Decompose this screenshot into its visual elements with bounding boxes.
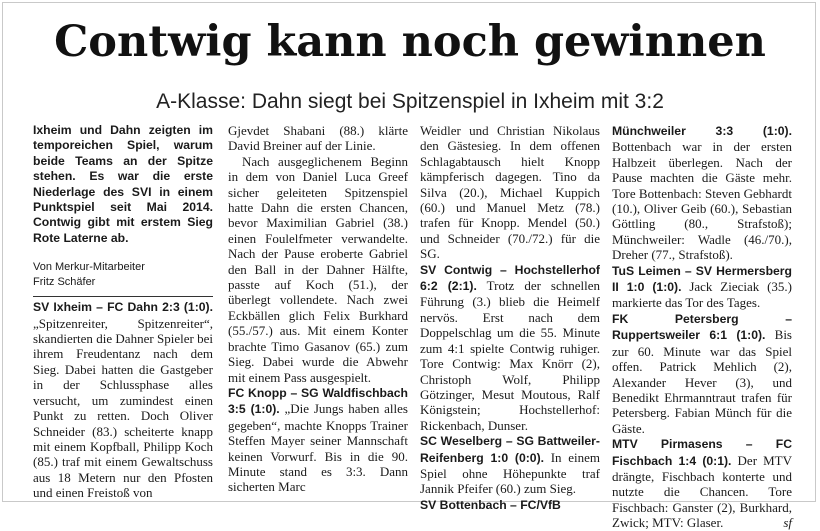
column-2 [228,123,408,495]
match-heading: SV Ixheim – FC Dahn 2:3 (1:0). [33,300,213,315]
match-text: „Spitzenreiter, Spitzenreiter“, skandierten die Dahner Spieler bei ihrem Freudentanz nach dem Sieg. Dabei hatten die Gastgeber in der Schlussphase alles versucht, um zumindest einen Punkt zu retten. Doch Oliver Schneider (83.) scheiterte knapp mit einem Kopfball, Philipp Koch (85.) traf mit einem Gewaltschuss aus 18 Metern nur den Pfosten und einen Freistoß von [33,315,213,501]
match-report-contwig-hochstellerhof [420,262,600,433]
match-heading: TuS Leimen – SV Hermersberg II 1:0 (1:0). [612,263,792,295]
match-text: Trotz der schnellen Führung (3.) blieb die Heimelf nervös. Erst nach dem Doppelschlag um die 55. Minute zum 4:1 spielte Contwig ruhiger. Tore Contwig: Max Knörr (2), Christoph Wolf, Philipp Götzinger, Mesut Moutous, Ralf Königstein; Hochstellerhof: Rickenbach, Dunser. [420,278,601,433]
match-text: Jack Zieciak (35.) markierte das Tor des Tages. [612,279,793,311]
match-heading: SC Weselberg – SG Battweiler-Reifenberg 1:0 (0:0). [420,434,600,465]
match-text: „Die Jungs haben alles gegeben“, machte Knopps Trainer Steffen Mayer seiner Mannschaft keinen Vorwurf. Bis in die 90. Minute stand es 3:3. Dann sicherten Marc [228,401,408,495]
headline: Contwig kann noch gewinnen [54,17,766,67]
match-report-bottenbach-start [420,497,600,513]
column-4 [612,123,792,531]
match-report-petersberg-ruppertsweiler [612,311,792,436]
match-heading: MTV Pirmasens – FC Fischbach 1:4 (0:1). [612,437,792,468]
match-report-ixheim-dahn [33,299,213,500]
byline-author: Fritz Schäfer [33,276,96,289]
match-text: Der MTV drängte, Fischbach konterte und nutzte die Chancen. Tore Fischbach: Ganster (2), Burkhard, Zwick; MTV: Glaser. [612,452,792,531]
match-heading: SV Contwig – Hochstellerhof 6:2 (2:1). [420,262,600,294]
match-report-pirmasens-fischbach [612,436,792,530]
match-heading: FC Knopp – SG Waldfischbach 3:5 (1:0). [228,385,408,417]
subheadline: A-Klasse: Dahn siegt bei Spitzenspiel in Ixheim mit 3:2 [156,90,664,113]
paragraph: Weidler und Christian Nikolaus den Gästesieg. In dem offenen Schlagabtausch hielt Knopp kämpferisch dagegen. Tino da Silva (20.), Michael Kuppich (60.) und Manuel Metz (78.) trafen für Knopp. Mendel (50.) und Schneider (70./72.) für die SG. [420,123,600,262]
match-report-knopp-waldfischbach [228,385,408,495]
byline-role: Von Merkur-Mitarbeiter [33,261,145,274]
match-text: In einem Spiel ohne Höhepunkte traf Jannik Pfeifer (60.) zum Sieg. [420,449,600,497]
column-divider [33,296,213,297]
match-report-leimen-hermersberg [612,263,792,311]
column-3 [420,123,600,513]
match-heading: SV Bottenbach – FC/VfB [420,497,561,512]
paragraph: Gjevdet Shabani (88.) klärte David Breiner auf der Linie. [228,123,408,154]
match-report-bottenbach-muenchweiler [612,123,792,263]
column-1 [33,123,213,501]
paragraph: Nach ausgeglichenem Beginn in dem von Daniel Luca Greef sicher geleiteten Spitzenspiel hatte Dahn die ersten Chancen, bevor Maximilian Gabriel (38.) einen Foulelfmeter verwandelte. Nach der Pause eroberte Gabriel den Ball in der Dahner Hälfte, passte auf Koch (51.), der überlegt vollendete. Nach zwei Eckbällen glich Felix Burkhard (55./57.) aus. Mit einem Konter brachte Timo Gasanov (65.) zum Sieg. Dabei wurde die Abwehr mit einem Pass ausgespielt. [228,153,408,385]
match-text: Bis zur 60. Minute war das Spiel offen. Patrick Mehlich (2), Alexander Hever (3), und Benedikt Ehrmanntraut trafen für Petersberg. Fabian Münch für die Gäste. [612,327,792,436]
lead-paragraph: Ixheim und Dahn zeigten im temporeichen Spiel, warum beide Teams an der Spitze stehen. Es war die erste Niederlage des SVI in einem Punktspiel seit Mai 2014. Contwig gibt mit erstem Sieg Rote Laterne ab. [33,123,213,245]
match-text: Bottenbach war in der ersten Halbzeit überlegen. Nach der Pause machten die Gäste mehr. Tore Bottenbach: Steven Gebhardt (10.), Oliver Geib (60.), Sebastian Göttling (80., Strafstoß); Münchweiler: Wadle (46./70.), Dreher (77., Strafstoß). [612,139,792,263]
author-signature: sf [783,515,792,531]
match-heading: Münchweiler 3:3 (1:0). [612,124,792,138]
match-report-weselberg-battweiler [420,433,600,497]
match-heading: FK Petersberg – Ruppertsweiler 6:1 (1:0). [612,311,792,343]
